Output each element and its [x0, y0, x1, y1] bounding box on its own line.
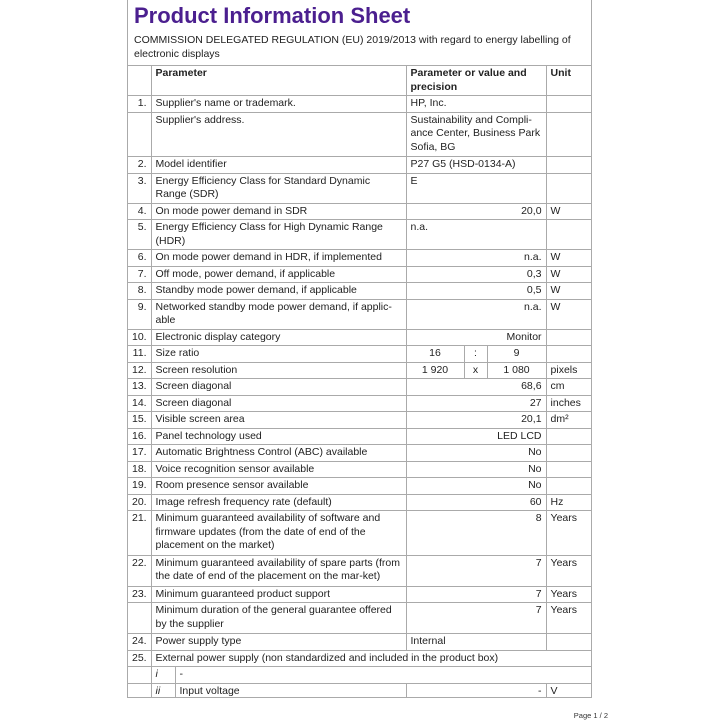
table-row — [128, 362, 592, 379]
row-value: No — [406, 478, 546, 495]
row-number: 16. — [128, 428, 151, 445]
row-unit: W — [546, 266, 592, 283]
row-parameter: Off mode, power demand, if applicable — [151, 266, 406, 283]
row-parameter: Voice recognition sensor available — [151, 461, 406, 478]
row-value: No — [406, 461, 546, 478]
row-number: 19. — [128, 478, 151, 495]
resolution-width: 1 920 — [406, 362, 464, 379]
row-number: 13. — [128, 379, 151, 396]
row-unit: V — [546, 683, 592, 698]
header-unit: Unit — [546, 66, 592, 96]
row-parameter: Standby mode power demand, if applicable — [151, 283, 406, 300]
row-number: 25. — [128, 650, 151, 667]
table-row — [128, 428, 592, 445]
row-unit: W — [546, 299, 592, 329]
row-parameter: Supplier's address. — [151, 112, 406, 157]
row-number: 23. — [128, 586, 151, 603]
row-unit: W — [546, 203, 592, 220]
table-row — [128, 650, 592, 667]
row-parameter: Room presence sensor available — [151, 478, 406, 495]
row-parameter: On mode power demand in HDR, if implemented — [151, 250, 406, 267]
row-parameter: Model identifier — [151, 157, 406, 174]
table-row — [128, 461, 592, 478]
row-value: No — [406, 445, 546, 462]
row-parameter: Minimum duration of the general guarantee offered by the supplier — [151, 603, 406, 634]
table-row — [128, 445, 592, 462]
row-parameter: Supplier's name or trademark. — [151, 96, 406, 113]
table-row — [128, 220, 592, 250]
table-row — [128, 395, 592, 412]
parameter-table — [128, 66, 592, 698]
row-unit: dm² — [546, 412, 592, 429]
row-parameter: Panel technology used — [151, 428, 406, 445]
row-parameter: Minimum guaranteed availability of software and firmware updates (from the date of end of the placement on the market) — [151, 511, 406, 556]
table-row — [128, 250, 592, 267]
row-value: 0,5 — [406, 283, 546, 300]
table-row — [128, 634, 592, 651]
table-row — [128, 346, 592, 363]
row-value: 20,0 — [406, 203, 546, 220]
row-value: LED LCD — [406, 428, 546, 445]
row-parameter: Energy Efficiency Class for Standard Dynamic Range (SDR) — [151, 173, 406, 203]
row-parameter: Size ratio — [151, 346, 406, 363]
row-unit: Years — [546, 586, 592, 603]
row-parameter: Visible screen area — [151, 412, 406, 429]
table-row — [128, 157, 592, 174]
regulation-subtitle: COMMISSION DELEGATED REGULATION (EU) 2019/2013 with regard to energy labelling of electronic displays — [134, 34, 571, 60]
row-value: 8 — [406, 511, 546, 556]
row-parameter: Energy Efficiency Class for High Dynamic Range (HDR) — [151, 220, 406, 250]
row-parameter: External power supply (non standardized and included in the product box) — [151, 650, 592, 667]
row-number: 14. — [128, 395, 151, 412]
row-number: 7. — [128, 266, 151, 283]
row-parameter: Minimum guaranteed product support — [151, 586, 406, 603]
row-value: n.a. — [406, 250, 546, 267]
product-information-sheet — [127, 0, 592, 698]
row-number: 4. — [128, 203, 151, 220]
row-unit: cm — [546, 379, 592, 396]
row-value: 7 — [406, 555, 546, 586]
table-row — [128, 379, 592, 396]
row-value: Sustainability and Compli-ance Center, Business Park Sofia, BG — [406, 112, 546, 157]
row-parameter: On mode power demand in SDR — [151, 203, 406, 220]
table-row — [128, 283, 592, 300]
ratio-separator: : — [464, 346, 487, 363]
resolution-height: 1 080 — [487, 362, 546, 379]
row-parameter: Automatic Brightness Control (ABC) available — [151, 445, 406, 462]
table-row — [128, 112, 592, 157]
row-unit: Years — [546, 555, 592, 586]
table-row — [128, 299, 592, 329]
row-value: - — [406, 683, 546, 698]
row-number: 1. — [128, 96, 151, 113]
row-value: Monitor — [406, 329, 546, 346]
row-parameter: Image refresh frequency rate (default) — [151, 494, 406, 511]
table-row — [128, 683, 592, 698]
ratio-width: 16 — [406, 346, 464, 363]
row-value: Internal — [406, 634, 546, 651]
row-parameter: Minimum guaranteed availability of spare parts (from the date of end of the placement on the mar-ket) — [151, 555, 406, 586]
row-number: 12. — [128, 362, 151, 379]
table-header-row — [128, 66, 592, 96]
row-parameter: Screen resolution — [151, 362, 406, 379]
row-value: 60 — [406, 494, 546, 511]
row-unit: inches — [546, 395, 592, 412]
row-parameter: - — [175, 667, 592, 684]
sheet-header — [128, 0, 591, 66]
row-value: 7 — [406, 586, 546, 603]
row-number: 11. — [128, 346, 151, 363]
row-value: HP, Inc. — [406, 96, 546, 113]
page-title: Product Information Sheet — [134, 3, 411, 28]
row-number: 24. — [128, 634, 151, 651]
row-number: 18. — [128, 461, 151, 478]
row-unit: W — [546, 250, 592, 267]
row-parameter: Screen diagonal — [151, 395, 406, 412]
row-number: 10. — [128, 329, 151, 346]
resolution-separator: x — [464, 362, 487, 379]
row-number: 3. — [128, 173, 151, 203]
row-parameter: Input voltage — [175, 683, 406, 698]
row-value: n.a. — [406, 299, 546, 329]
row-value: E — [406, 173, 546, 203]
row-number: 21. — [128, 511, 151, 556]
table-row — [128, 603, 592, 634]
row-number: 22. — [128, 555, 151, 586]
row-value: 0,3 — [406, 266, 546, 283]
sub-item-label: i — [151, 667, 175, 684]
table-row — [128, 586, 592, 603]
table-row — [128, 412, 592, 429]
table-row — [128, 511, 592, 556]
row-number: 8. — [128, 283, 151, 300]
row-value: 68,6 — [406, 379, 546, 396]
table-row — [128, 555, 592, 586]
table-row — [128, 266, 592, 283]
row-number: 9. — [128, 299, 151, 329]
row-unit: W — [546, 283, 592, 300]
row-unit: pixels — [546, 362, 592, 379]
table-row — [128, 96, 592, 113]
row-number: 15. — [128, 412, 151, 429]
table-row — [128, 667, 592, 684]
header-value: Parameter or value and precision — [406, 66, 546, 96]
row-number: 6. — [128, 250, 151, 267]
row-number: 2. — [128, 157, 151, 174]
row-value: n.a. — [406, 220, 546, 250]
row-parameter: Networked standby mode power demand, if applic-able — [151, 299, 406, 329]
row-number: 20. — [128, 494, 151, 511]
ratio-height: 9 — [487, 346, 546, 363]
row-parameter: Screen diagonal — [151, 379, 406, 396]
row-parameter: Power supply type — [151, 634, 406, 651]
table-row — [128, 203, 592, 220]
row-number: 5. — [128, 220, 151, 250]
table-row — [128, 478, 592, 495]
page-number: Page 1 / 2 — [573, 711, 608, 720]
row-value: 27 — [406, 395, 546, 412]
table-row — [128, 329, 592, 346]
sub-item-label: ii — [151, 683, 175, 698]
row-parameter: Electronic display category — [151, 329, 406, 346]
row-unit: Hz — [546, 494, 592, 511]
row-value: 20,1 — [406, 412, 546, 429]
row-unit: Years — [546, 603, 592, 634]
row-unit: Years — [546, 511, 592, 556]
table-row — [128, 173, 592, 203]
row-value: P27 G5 (HSD-0134-A) — [406, 157, 546, 174]
header-parameter: Parameter — [151, 66, 406, 96]
row-value: 7 — [406, 603, 546, 634]
row-number: 17. — [128, 445, 151, 462]
table-row — [128, 494, 592, 511]
